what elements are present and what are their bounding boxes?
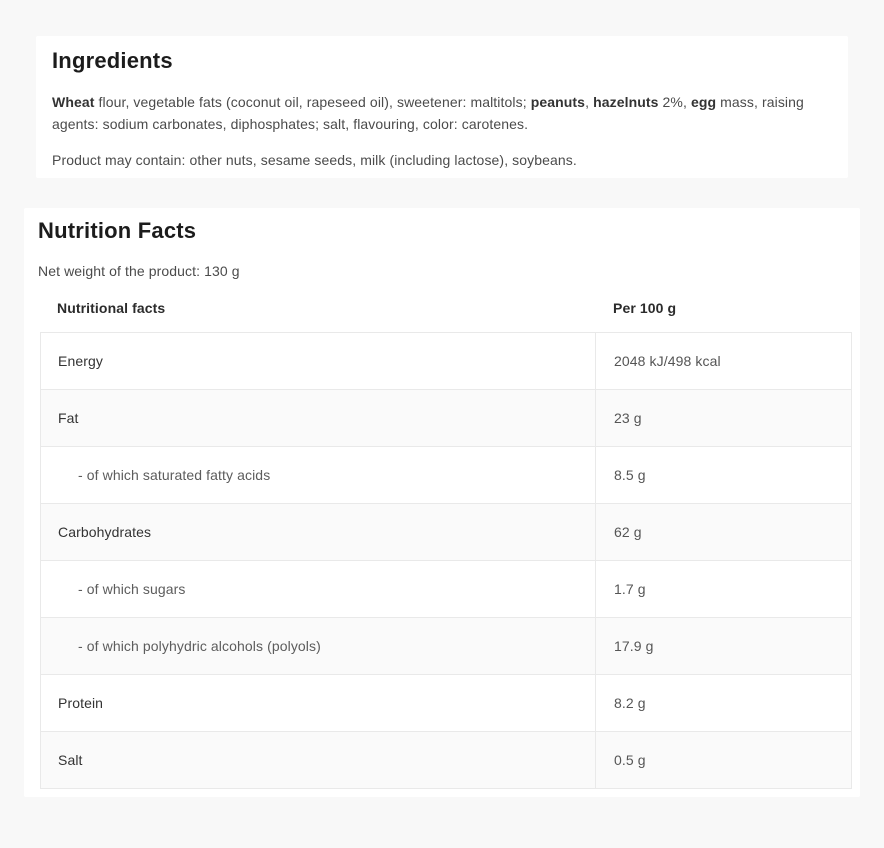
nutrition-table-header	[40, 292, 846, 332]
allergen-hazelnuts: hazelnuts	[593, 94, 659, 110]
row-label: Carbohydrates	[41, 504, 596, 560]
table-row-fat	[41, 389, 851, 446]
row-label: Salt	[41, 732, 596, 788]
row-label: Fat	[41, 390, 596, 446]
row-value: 8.2 g	[614, 695, 646, 711]
ingredients-text-part: mass, raising agents: sodium carbonates, diphosphates; salt, flavouring, color: carotenes.	[52, 94, 804, 132]
nutrition-table	[40, 332, 852, 789]
row-label: - of which sugars	[41, 561, 596, 617]
row-value: 0.5 g	[614, 752, 646, 768]
allergen-wheat: Wheat	[52, 94, 95, 110]
row-label: - of which saturated fatty acids	[41, 447, 596, 503]
row-value: 62 g	[614, 524, 642, 540]
table-row-carbohydrates	[41, 503, 851, 560]
allergen-peanuts: peanuts	[530, 94, 586, 110]
table-row-protein	[41, 674, 851, 731]
ingredients-text	[52, 91, 832, 135]
row-value: 2048 kJ/498 kcal	[614, 353, 721, 369]
ingredients-text-part: ,	[585, 94, 594, 110]
ingredients-text-part: 2%,	[658, 94, 691, 110]
allergen-egg: egg	[690, 94, 717, 110]
net-weight-text: Net weight of the product: 130 g	[38, 263, 240, 279]
row-label: - of which polyhydric alcohols (polyols)	[41, 618, 596, 674]
column-header-nutritional-facts: Nutritional facts	[57, 300, 166, 316]
table-row-salt	[41, 731, 851, 788]
nutrition-facts-title: Nutrition Facts	[38, 218, 197, 243]
table-row-energy	[41, 333, 851, 389]
row-value: 17.9 g	[614, 638, 654, 654]
row-value: 8.5 g	[614, 467, 646, 483]
column-header-per-100g: Per 100 g	[613, 300, 677, 316]
row-label: Energy	[41, 333, 596, 389]
row-label: Protein	[41, 675, 596, 731]
nutrition-facts-section	[24, 208, 860, 797]
table-row-polyols	[41, 617, 851, 674]
table-row-sugars	[41, 560, 851, 617]
ingredients-section	[36, 36, 848, 178]
row-value: 1.7 g	[614, 581, 646, 597]
may-contain-text: Product may contain: other nuts, sesame seeds, milk (including lactose), soybeans.	[52, 152, 577, 168]
table-row-saturated-fatty-acids	[41, 446, 851, 503]
row-value: 23 g	[614, 410, 642, 426]
ingredients-text-part: flour, vegetable fats (coconut oil, rapeseed oil), sweetener: maltitols;	[94, 94, 531, 110]
ingredients-title: Ingredients	[52, 48, 173, 73]
